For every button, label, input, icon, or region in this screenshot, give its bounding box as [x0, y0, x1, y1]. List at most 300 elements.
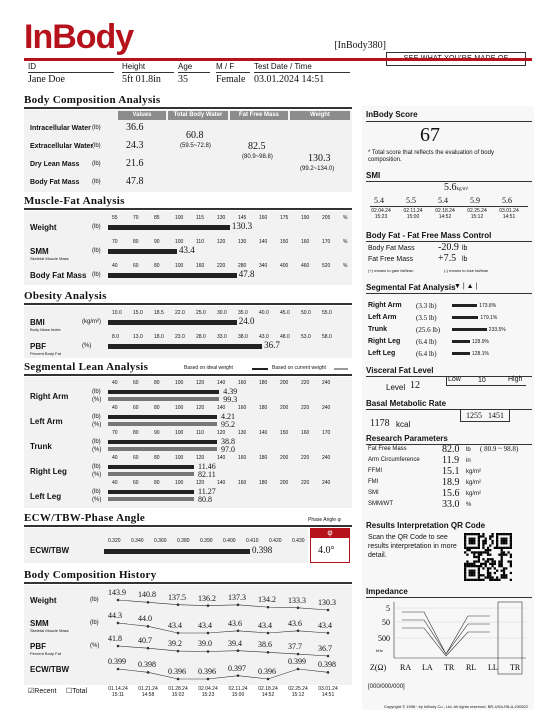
hist-value-1-4: 43.6 — [228, 618, 242, 628]
mf-scale-1-1: 80 — [133, 239, 139, 245]
ecw-bar — [104, 549, 250, 554]
sl-scale-4-10: 240 — [322, 480, 331, 486]
bc-weight-range: (99.2~134.0) — [300, 166, 335, 172]
muscle-fat-title: Muscle-Fat Analysis — [24, 195, 125, 207]
bc-weight-value: 130.3 — [308, 153, 331, 164]
ecw-scale-6: 0.410 — [246, 538, 259, 544]
mf-scale-0-2: 85 — [154, 215, 160, 221]
sl-value-pct-4: 80.8 — [198, 495, 212, 504]
hist-value-0-5: 134.2 — [258, 595, 276, 605]
mf-row-label-2: Body Fat Mass — [30, 271, 87, 280]
visceral-mark: 10 — [478, 377, 486, 384]
control-title: Body Fat - Fat Free Mass Control — [366, 231, 492, 240]
ob-scale-0-9: 50.0 — [301, 310, 311, 316]
mf-bar-2 — [108, 273, 237, 278]
obesity-title: Obesity Analysis — [24, 290, 107, 302]
hist-point-1-6 — [297, 629, 300, 632]
qr-code-icon[interactable] — [464, 533, 512, 581]
ecw-scale-2: 0.360 — [154, 538, 167, 544]
bc-row-dlm-unit: (lb) — [92, 161, 101, 167]
smi-value-4: 5.6 — [502, 196, 512, 205]
bc-row-dlm-label: Dry Lean Mass — [30, 161, 80, 168]
smi-date-time-3: 15:12 — [470, 214, 484, 220]
mf-scale-2-6: 280 — [238, 263, 247, 269]
mf-value-1: 43.4 — [179, 245, 195, 255]
impedance-axis-label-0: 5 — [386, 604, 390, 613]
sl-scale-2-9: 160 — [301, 430, 310, 436]
ob-row-sub-1: Percent Body Fat — [30, 351, 61, 356]
mf-scale-2-9: 460 — [301, 263, 310, 269]
date-label: Test Date / Time — [254, 62, 350, 73]
segfat-lb-2: (25.6 lb) — [416, 326, 441, 334]
sl-scale-0-3: 100 — [175, 380, 184, 386]
qr-title: Results Interpretation QR Code — [366, 521, 486, 530]
header-divider — [24, 58, 532, 61]
hist-value-3-4: 0.397 — [228, 663, 246, 673]
sl-scale-3-0: 40 — [112, 455, 118, 461]
control-legend-gain: (+) means to gain fat/lean — [368, 268, 414, 273]
impedance-chart — [366, 598, 532, 680]
sl-value-pct-0: 99.3 — [223, 395, 238, 404]
hist-value-2-7: 36.7 — [318, 644, 332, 653]
sl-bar-lb-0 — [108, 390, 219, 394]
research-label-0: Fat Free Mass — [368, 446, 407, 452]
segfat-bar-2 — [452, 328, 487, 331]
sl-scale-0-4: 120 — [196, 380, 205, 386]
sl-row-unit-lb-2: (lb) — [92, 439, 101, 445]
hist-date-time-7: 14:51 — [321, 692, 335, 698]
height-field — [122, 62, 174, 85]
sl-row-label-1: Left Arm — [30, 417, 63, 426]
hist-value-1-1: 44.0 — [138, 614, 152, 624]
hist-date-6 — [284, 686, 312, 698]
muscle-fat-divider — [24, 208, 352, 210]
mf-scale-2-1: 60 — [133, 263, 139, 269]
smi-date-0 — [366, 208, 396, 220]
recent-label: Recent — [34, 688, 57, 695]
seg-legend-current: Based on current weight — [272, 365, 326, 371]
hist-value-1-2: 43.4 — [168, 621, 182, 630]
hist-row-label-1: SMM — [30, 619, 49, 628]
smi-date-2 — [430, 208, 460, 220]
sl-row-unit-pct-3: (%) — [92, 472, 102, 478]
segfat-label-0: Right Arm — [368, 302, 402, 309]
hist-point-0-4 — [237, 604, 240, 607]
bc-row-bfm-unit: (lb) — [92, 179, 101, 185]
sl-scale-4-8: 200 — [280, 480, 289, 486]
segfat-bar-0 — [452, 304, 477, 307]
hist-date-day-1: 01.21.24 — [138, 686, 158, 692]
smi-date-day-3: 02.25.24 — [467, 208, 487, 214]
hist-point-1-0 — [117, 622, 120, 625]
hist-value-1-0: 44.3 — [108, 611, 122, 620]
ob-scale-0-5: 30.0 — [217, 310, 227, 316]
hist-line-3 — [118, 669, 328, 679]
ob-scale-1-3: 23.0 — [175, 334, 185, 340]
sl-scale-2-10: 170 — [322, 430, 331, 436]
hist-row-label-2: PBF — [30, 642, 46, 651]
mf-bar-1 — [108, 249, 177, 254]
hist-point-0-2 — [177, 603, 180, 606]
ecw-scale-3: 0.380 — [177, 538, 190, 544]
sl-scale-0-5: 140 — [217, 380, 226, 386]
hist-value-2-4: 39.4 — [228, 638, 242, 648]
impedance-axis-label-2: 500 — [378, 634, 390, 643]
phase-angle-label: Phase Angle φ — [308, 517, 341, 523]
hist-point-3-1 — [147, 671, 150, 674]
hist-point-2-3 — [207, 650, 210, 653]
seg-fat-title: Segmental Fat Analysis — [366, 283, 456, 292]
bmr-title: Basal Metabolic Rate — [366, 399, 447, 408]
smi-value-1: 5.5 — [406, 196, 416, 205]
hist-date-3 — [194, 686, 222, 698]
visceral-level-label: Level — [386, 383, 406, 392]
hist-point-2-6 — [297, 653, 300, 656]
ecw-title: ECW/TBW-Phase Angle — [24, 512, 146, 524]
ob-scale-0-1: 15.0 — [133, 310, 143, 316]
bc-header-values: Values — [118, 111, 166, 120]
control-bfm-label: Body Fat Mass — [368, 245, 415, 252]
mf-scale-0-7: 160 — [259, 215, 268, 221]
sl-row-label-2: Trunk — [30, 442, 52, 451]
ob-scale-0-2: 18.5 — [154, 310, 164, 316]
sl-row-unit-lb-1: (lb) — [92, 414, 101, 420]
smi-date-day-0: 02.04.24 — [371, 208, 391, 214]
ecw-scale-1: 0.340 — [131, 538, 144, 544]
seg-legend-ideal-bar — [252, 368, 268, 370]
hist-date-time-4: 15:00 — [231, 692, 245, 698]
hist-value-3-5: 0.396 — [258, 667, 276, 676]
hist-value-0-3: 136.2 — [198, 593, 216, 603]
sl-scale-2-1: 80 — [133, 430, 139, 436]
segfat-label-2: Trunk — [368, 326, 388, 333]
mf-scale-0-1: 70 — [133, 215, 139, 221]
hist-value-2-6: 37.7 — [288, 642, 302, 652]
hist-date-5 — [254, 686, 282, 698]
hist-point-1-4 — [237, 629, 240, 632]
hist-value-1-3: 43.4 — [198, 621, 212, 630]
smi-date-4 — [494, 208, 524, 220]
history-total-toggle[interactable] — [66, 687, 87, 695]
sl-row-unit-pct-0: (%) — [92, 397, 102, 403]
hist-date-time-3: 15:23 — [201, 692, 215, 698]
smi-axis — [370, 206, 528, 207]
hist-point-3-6 — [297, 668, 300, 671]
sl-scale-2-8: 150 — [280, 430, 289, 436]
segfat-bar-1 — [452, 316, 478, 319]
id-field — [28, 62, 114, 85]
sl-row-label-3: Right Leg — [30, 467, 67, 476]
impedance-seg-4: LL — [488, 663, 498, 672]
brand-logo: InBody — [24, 18, 134, 56]
hist-point-3-3 — [207, 678, 210, 681]
segmental-lean-title: Segmental Lean Analysis — [24, 361, 149, 373]
mf-scale-0-10: 205 — [322, 215, 331, 221]
bmr-range-low: 1255 — [466, 411, 482, 420]
age-field — [178, 62, 210, 85]
sl-row-unit-lb-3: (lb) — [92, 464, 101, 470]
sl-bar-pct-3 — [108, 472, 194, 476]
sl-scale-2-5: 120 — [217, 430, 226, 436]
sl-row-unit-pct-1: (%) — [92, 422, 102, 428]
sl-value-pct-1: 95.2 — [221, 420, 235, 429]
mf-scale-0-3: 100 — [175, 215, 184, 221]
sl-scale-0-9: 220 — [301, 380, 310, 386]
segfat-bar-4 — [452, 352, 470, 355]
control-bfm-value: -20.9 — [438, 242, 459, 253]
sl-scale-1-4: 120 — [196, 405, 205, 411]
sl-scale-3-2: 80 — [154, 455, 160, 461]
ecw-label: ECW/TBW — [30, 546, 70, 555]
control-ffm-value: +7.5 — [438, 253, 457, 264]
hist-date-2 — [164, 686, 192, 698]
sl-scale-3-6: 160 — [238, 455, 247, 461]
history-title: Body Composition History — [24, 569, 157, 581]
research-unit-4: kg/m² — [466, 491, 481, 497]
mf-row-unit-0: (lb) — [92, 224, 101, 230]
visceral-low: Low — [448, 376, 461, 383]
history-recent-toggle[interactable] — [28, 687, 56, 695]
hist-point-3-4 — [237, 674, 240, 677]
bc-row-icw-unit: (lb) — [92, 125, 101, 131]
height-label: Height — [122, 62, 174, 73]
bc-row-ecw-value: 24.3 — [126, 140, 144, 151]
smi-date-3 — [462, 208, 492, 220]
sex-field — [216, 62, 250, 85]
sl-scale-3-1: 60 — [133, 455, 139, 461]
mf-scale-1-9: 160 — [301, 239, 310, 245]
smi-current-value: 5.6 — [444, 182, 457, 193]
impedance-seg-5: TR — [510, 663, 521, 672]
sl-scale-1-0: 40 — [112, 405, 118, 411]
research-unit-2: kg/m² — [466, 469, 481, 475]
hist-date-day-0: 01.14.24 — [108, 686, 128, 692]
hist-value-0-1: 140.8 — [138, 590, 156, 600]
hist-row-sub-1: Skeletal Muscle Mass — [30, 628, 69, 633]
mf-scale-1-5: 120 — [217, 239, 226, 245]
sl-scale-2-0: 70 — [112, 430, 118, 436]
ob-scale-0-8: 45.0 — [280, 310, 290, 316]
hist-point-1-2 — [177, 632, 180, 635]
sl-scale-1-5: 140 — [217, 405, 226, 411]
mf-row-unit-2: (lb) — [92, 272, 101, 278]
score-note: * Total score that reflects the evaluation of body composition. — [368, 150, 494, 163]
segfat-lb-3: (6.4 lb) — [416, 338, 437, 346]
ob-scale-1-6: 38.0 — [238, 334, 248, 340]
bc-row-ecw-label: Extracellular Water — [30, 143, 94, 150]
sl-scale-1-10: 240 — [322, 405, 331, 411]
hist-value-2-3: 39.0 — [198, 639, 212, 649]
research-label-1: Arm Circumference — [368, 457, 420, 463]
hist-value-2-1: 40.7 — [138, 636, 152, 646]
obesity-divider — [24, 303, 352, 305]
smi-date-day-2: 02.18.24 — [435, 208, 455, 214]
score-title: InBody Score — [366, 110, 418, 119]
sl-value-lb-4: 11.27 — [198, 487, 216, 496]
ob-scale-1-7: 43.0 — [259, 334, 269, 340]
smi-current — [444, 182, 468, 193]
hist-value-0-6: 133.3 — [288, 595, 306, 605]
hist-date-0 — [104, 686, 132, 698]
impedance-line-500 — [402, 628, 490, 656]
hist-point-2-1 — [147, 647, 150, 650]
history-divider — [24, 582, 352, 584]
seg-legend-ideal: Based on ideal weight — [184, 365, 233, 371]
mf-scale-1-4: 110 — [196, 239, 204, 245]
height-value: 5ft 01.8in — [122, 74, 161, 85]
sl-scale-2-2: 90 — [154, 430, 160, 436]
segfat-lb-4: (6.4 lb) — [416, 350, 437, 358]
mf-scale-0-8: 175 — [280, 215, 289, 221]
research-value-1: 11.9 — [442, 455, 460, 466]
ob-scale-0-3: 22.0 — [175, 310, 185, 316]
mf-scale-2-8: 400 — [280, 263, 289, 269]
sl-scale-1-7: 180 — [259, 405, 268, 411]
sl-value-lb-1: 4.21 — [221, 412, 235, 421]
bc-row-dlm-value: 21.6 — [126, 158, 144, 169]
segfat-lb-1: (3.5 lb) — [416, 314, 437, 322]
hist-point-3-0 — [117, 668, 120, 671]
control-ffm-unit: lb — [462, 256, 468, 263]
hist-point-0-6 — [297, 606, 300, 609]
hist-value-1-7: 43.4 — [318, 621, 332, 630]
visceral-high: High — [508, 376, 523, 383]
hist-row-label-0: Weight — [30, 596, 57, 605]
hist-point-3-2 — [177, 678, 180, 681]
research-extra-0: ( 80.9 ~ 98.8) — [480, 445, 519, 453]
hist-date-time-5: 14:52 — [261, 692, 275, 698]
hist-row-unit-1: (lb) — [90, 620, 99, 626]
ob-value-0: 24.0 — [238, 316, 255, 326]
segfat-pct-0: 173.8% — [479, 303, 497, 309]
control-ffm-label: Fat Free Mass — [368, 256, 414, 263]
mf-row-sub-1: Skeletal Muscle Mass — [30, 256, 69, 261]
hist-point-0-5 — [267, 606, 270, 609]
sl-value-lb-2: 38.8 — [221, 437, 235, 446]
hist-row-unit-0: (lb) — [90, 597, 99, 603]
smi-title: SMI — [366, 171, 381, 180]
sl-bar-lb-4 — [108, 490, 194, 494]
ob-row-unit-0: (kg/m²) — [82, 319, 101, 325]
research-unit-3: kg/m² — [466, 480, 481, 486]
sl-scale-0-0: 40 — [112, 380, 118, 386]
ob-value-1: 36.7 — [264, 340, 280, 350]
visceral-title: Visceral Fat Level — [366, 366, 434, 375]
mf-scale-1-3: 100 — [175, 239, 184, 245]
mf-scale-0-0: 55 — [112, 215, 118, 221]
mf-scale-2-3: 100 — [175, 263, 184, 269]
segfat-label-4: Left Leg — [368, 350, 396, 357]
body-comp-title: Body Composition Analysis — [24, 94, 161, 106]
score-divider — [366, 121, 532, 122]
ob-row-unit-1: (%) — [82, 343, 92, 349]
sl-scale-3-7: 180 — [259, 455, 268, 461]
mf-scale-1-8: 150 — [280, 239, 289, 245]
hist-value-1-5: 43.4 — [258, 621, 272, 630]
sl-scale-3-4: 120 — [196, 455, 205, 461]
sl-scale-2-4: 110 — [196, 430, 204, 436]
mf-value-0: 130.3 — [231, 221, 253, 231]
sl-scale-4-3: 100 — [175, 480, 184, 486]
hist-value-0-2: 137.5 — [168, 592, 186, 602]
hist-date-day-4: 02.11.24 — [228, 686, 248, 692]
control-bfm-unit: lb — [462, 245, 468, 252]
sl-scale-1-1: 60 — [133, 405, 139, 411]
impedance-seg-3: RL — [466, 663, 477, 672]
sl-scale-0-6: 160 — [238, 380, 247, 386]
bc-header-ffm: Fat Free Mass — [230, 111, 288, 120]
mf-bar-0 — [108, 225, 230, 230]
mf-scale-0-5: 130 — [217, 215, 226, 221]
research-unit-5: % — [466, 502, 472, 508]
sl-scale-4-9: 220 — [301, 480, 310, 486]
mf-scale-1-10: 170 — [322, 239, 331, 245]
hist-value-2-5: 38.6 — [258, 640, 272, 650]
total-checkbox-icon: ☐ — [66, 688, 73, 695]
mf-scale-1-2: 90 — [154, 239, 160, 245]
hist-value-3-7: 0.398 — [318, 660, 336, 670]
device-model: [InBody380] — [334, 40, 386, 51]
segfat-pct-1: 179.1% — [480, 315, 498, 321]
smi-date-time-2: 14:52 — [438, 214, 452, 220]
hist-date-day-3: 02.04.24 — [198, 686, 218, 692]
sl-row-unit-lb-0: (lb) — [92, 389, 101, 395]
hist-point-0-7 — [327, 609, 330, 612]
segfat-pct-2: 233.5% — [488, 327, 506, 333]
impedance-seg-0: RA — [400, 663, 412, 672]
ecw-scale-0: 0.320 — [108, 538, 121, 544]
mf-scale-0-6: 145 — [238, 215, 247, 221]
mf-row-unit-1: (lb) — [92, 248, 101, 254]
ob-scale-0-6: 35.0 — [238, 310, 248, 316]
ob-bar-1 — [108, 344, 262, 349]
ob-row-label-0: BMI — [30, 318, 45, 327]
hist-point-1-7 — [327, 632, 330, 635]
ob-scale-1-9: 53.0 — [301, 334, 311, 340]
sl-scale-1-3: 100 — [175, 405, 184, 411]
hist-row-label-3: ECW/TBW — [30, 665, 70, 674]
hist-date-day-7: 03.01.24 — [318, 686, 338, 692]
id-value: Jane Doe — [28, 74, 65, 85]
seg-legend-current-bar — [334, 368, 348, 370]
mf-scale-0-9: 190 — [301, 215, 310, 221]
bc-row-icw-label: Intracellular Water — [30, 125, 91, 132]
hist-value-0-4: 137.3 — [228, 592, 246, 602]
seg-fat-markers: ▼ | ▲ | — [454, 283, 478, 290]
hist-value-1-6: 43.6 — [288, 618, 302, 628]
bc-row-ecw-unit: (lb) — [92, 143, 101, 149]
impedance-line-50 — [402, 620, 490, 654]
hist-point-0-0 — [117, 599, 120, 602]
hist-point-1-5 — [267, 632, 270, 635]
sl-bar-pct-0 — [108, 397, 219, 401]
sl-scale-2-3: 100 — [175, 430, 184, 436]
research-label-3: FMI — [368, 479, 379, 485]
mf-scale-2-2: 80 — [154, 263, 160, 269]
research-value-4: 15.6 — [442, 488, 460, 499]
sl-scale-1-6: 160 — [238, 405, 247, 411]
sl-bar-pct-2 — [108, 447, 217, 451]
ob-scale-0-7: 40.0 — [259, 310, 269, 316]
sl-value-pct-3: 82.11 — [198, 470, 216, 479]
bmr-unit: kcal — [396, 420, 411, 429]
history-lines — [100, 585, 352, 685]
hist-date-time-6: 15:12 — [291, 692, 305, 698]
hist-date-day-5: 02.18.24 — [258, 686, 278, 692]
ob-scale-1-8: 48.0 — [280, 334, 290, 340]
smi-date-time-0: 15:23 — [374, 214, 388, 220]
hist-date-time-2: 15:02 — [171, 692, 185, 698]
